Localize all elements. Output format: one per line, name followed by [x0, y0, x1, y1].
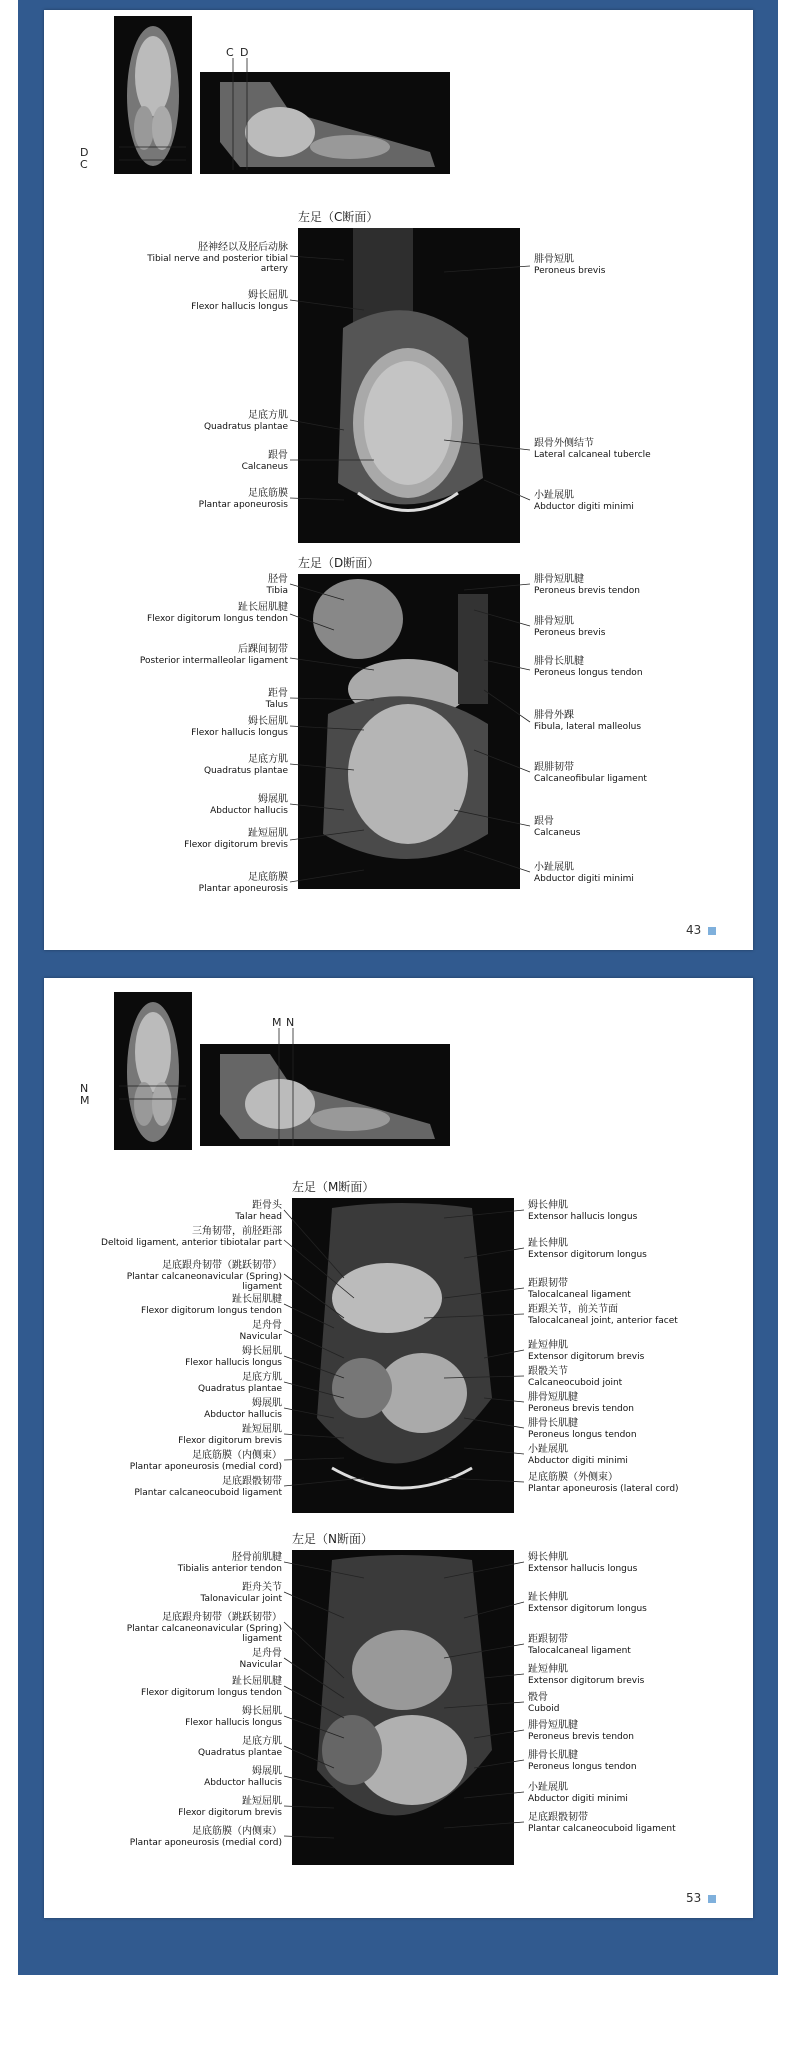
label-en: Calcaneocuboid joint — [528, 1378, 623, 1388]
label-zh: 距跟韧带 — [528, 1278, 568, 1289]
anatomy-label — [528, 1392, 688, 1414]
anatomy-label — [128, 574, 288, 596]
label-zh: 小趾展肌 — [534, 862, 574, 873]
label-zh: 姆长伸肌 — [528, 1200, 568, 1211]
section-title: 左足（D断面） — [298, 556, 380, 570]
anatomy-label — [128, 644, 288, 666]
label-en: Quadratus plantae — [203, 766, 288, 776]
label-zh: 腓骨短肌腱 — [534, 574, 584, 585]
label-en: Extensor digitorum longus — [528, 1604, 647, 1614]
locator-mark-left-b: M — [80, 1094, 90, 1107]
anatomy-label — [128, 716, 288, 738]
anatomy-label — [528, 1200, 688, 1222]
label-en: Plantar calcaneocuboid ligament — [134, 1488, 282, 1498]
anatomy-label — [534, 816, 654, 838]
anatomy-label — [92, 1582, 282, 1604]
label-zh: 足底方肌 — [242, 1736, 282, 1747]
page-marker-square — [708, 927, 716, 935]
section-title: 左足（N断面） — [292, 1532, 373, 1546]
label-en: Tibial nerve and posterior tibial artery — [147, 254, 288, 274]
anatomy-label — [534, 616, 654, 638]
anatomy-label — [92, 1552, 282, 1574]
label-en: Extensor digitorum brevis — [528, 1676, 645, 1686]
label-zh: 足底筋膜（外侧束） — [528, 1472, 618, 1483]
label-zh: 腓骨长肌腱 — [528, 1418, 578, 1429]
anatomy-label — [128, 488, 288, 510]
label-zh: 跟腓韧带 — [534, 762, 574, 773]
label-zh: 三角韧带，前胫距部 — [192, 1226, 282, 1237]
anatomy-label — [92, 1796, 282, 1818]
label-en: Abductor hallucis — [204, 1778, 282, 1788]
anatomy-label — [92, 1226, 282, 1248]
locator-foot-sagittal-thumbnail — [200, 72, 450, 174]
mri-coronal-m — [292, 1198, 514, 1513]
label-en: Abductor hallucis — [210, 806, 288, 816]
label-en: Peroneus brevis tendon — [534, 586, 640, 596]
label-en: Peroneus brevis — [534, 628, 606, 638]
anatomy-label — [92, 1200, 282, 1222]
label-en: Extensor digitorum longus — [528, 1250, 647, 1260]
label-zh: 足底筋膜（内侧束） — [192, 1450, 282, 1461]
label-en: Talus — [265, 700, 288, 710]
label-en: Plantar aponeurosis — [198, 884, 288, 894]
label-en: Extensor hallucis longus — [528, 1212, 638, 1222]
label-en: Flexor hallucis longus — [191, 302, 288, 312]
anatomy-label — [528, 1418, 688, 1440]
page-number: 43 — [686, 923, 702, 937]
mri-coronal-d — [298, 574, 520, 889]
label-en: Peroneus longus tendon — [534, 668, 643, 678]
label-zh: 小趾展肌 — [528, 1782, 568, 1793]
anatomy-label — [128, 450, 288, 472]
label-zh: 足底筋膜（内侧束） — [192, 1826, 282, 1837]
label-zh: 趾短屈肌 — [242, 1796, 282, 1807]
label-en: Fibula, lateral malleolus — [534, 722, 642, 732]
anatomy-label — [528, 1720, 688, 1742]
label-zh: 距舟关节 — [242, 1582, 282, 1593]
anatomy-label — [92, 1826, 282, 1848]
label-zh: 腓骨长肌腱 — [534, 656, 584, 667]
anatomy-label — [128, 872, 288, 894]
label-zh: 小趾展肌 — [528, 1444, 568, 1455]
page-number: 53 — [686, 1891, 702, 1905]
label-en: Plantar aponeurosis (lateral cord) — [528, 1484, 679, 1494]
label-zh: 腓骨短肌腱 — [528, 1720, 578, 1731]
label-en: Talocalcaneal joint, anterior facet — [528, 1316, 678, 1326]
label-en: Flexor hallucis longus — [185, 1718, 282, 1728]
anatomy-label — [128, 794, 288, 816]
locator-foot-axial-thumbnail — [114, 16, 192, 174]
anatomy-label — [528, 1812, 698, 1834]
anatomy-label — [128, 754, 288, 776]
label-en: Flexor digitorum brevis — [178, 1436, 282, 1446]
label-en: Calcaneus — [534, 828, 581, 838]
label-zh: 姆长屈肌 — [248, 290, 288, 301]
anatomy-label — [528, 1278, 688, 1300]
anatomy-label — [528, 1304, 688, 1326]
label-zh: 足底跟舟韧带（跳跃韧带） — [162, 1260, 282, 1271]
label-zh: 姆长屈肌 — [242, 1346, 282, 1357]
label-en: Posterior intermalleolar ligament — [139, 656, 288, 666]
anatomy-label — [528, 1692, 688, 1714]
anatomy-label — [534, 656, 654, 678]
label-en: Navicular — [239, 1660, 282, 1670]
label-zh: 趾长屈肌腱 — [232, 1676, 282, 1687]
locator-mark-left-b: C — [80, 158, 88, 171]
anatomy-label — [528, 1340, 688, 1362]
label-en: Tibia — [266, 586, 288, 596]
label-en: Cuboid — [528, 1704, 560, 1714]
anatomy-label — [92, 1424, 282, 1446]
label-en: Peroneus longus tendon — [528, 1762, 637, 1772]
label-en: Plantar calcaneonavicular (Spring) ligament — [126, 1272, 282, 1292]
anatomy-label — [92, 1706, 282, 1728]
anatomy-label — [92, 1398, 282, 1420]
label-zh: 足底筋膜 — [248, 488, 288, 499]
label-zh: 足底方肌 — [248, 410, 288, 421]
anatomy-label — [128, 290, 288, 312]
label-zh: 腓骨短肌 — [534, 254, 574, 265]
label-zh: 跟骨 — [534, 816, 554, 827]
label-zh: 胫神经以及胫后动脉 — [198, 242, 288, 253]
anatomy-label — [534, 762, 654, 784]
label-zh: 足舟骨 — [252, 1648, 282, 1659]
label-en: Flexor digitorum longus tendon — [146, 614, 288, 624]
label-zh: 跟骰关节 — [528, 1366, 568, 1377]
label-en: Flexor digitorum brevis — [178, 1808, 282, 1818]
anatomy-label — [528, 1664, 688, 1686]
mri-coronal-c — [298, 228, 520, 543]
label-en: Peroneus brevis tendon — [528, 1404, 634, 1414]
label-zh: 跟骨外侧结节 — [534, 438, 594, 449]
anatomy-label — [528, 1592, 688, 1614]
label-en: Plantar calcaneocuboid ligament — [528, 1824, 676, 1834]
label-zh: 足底跟骰韧带 — [528, 1812, 588, 1823]
label-en: Flexor digitorum brevis — [184, 840, 288, 850]
label-en: Quadratus plantae — [197, 1384, 282, 1394]
locator-mark-top-a: C — [226, 46, 234, 59]
label-en: Tibialis anterior tendon — [177, 1564, 282, 1574]
anatomy-label — [528, 1552, 688, 1574]
mri-coronal-n — [292, 1550, 514, 1865]
anatomy-label — [92, 1450, 282, 1472]
label-zh: 足底跟舟韧带（跳跃韧带） — [162, 1612, 282, 1623]
label-en: Deltoid ligament, anterior tibiotalar part — [101, 1238, 282, 1248]
locator-mark-left-a: D — [80, 146, 89, 159]
label-en: Abductor hallucis — [204, 1410, 282, 1420]
anatomy-label — [528, 1444, 688, 1466]
label-zh: 距骨 — [268, 688, 288, 699]
anatomy-label — [534, 490, 654, 512]
anatomy-label — [534, 254, 654, 276]
label-zh: 胫骨 — [268, 574, 288, 585]
anatomy-label — [534, 438, 654, 460]
locator-mark-top-a: M — [272, 1016, 282, 1029]
anatomy-label — [534, 862, 654, 884]
label-zh: 距跟关节，前关节面 — [528, 1304, 618, 1315]
anatomy-label — [92, 1766, 282, 1788]
label-zh: 姆长伸肌 — [528, 1552, 568, 1563]
label-en: Calcaneofibular ligament — [534, 774, 647, 784]
label-zh: 趾长伸肌 — [528, 1238, 568, 1249]
anatomy-label — [92, 1372, 282, 1394]
anatomy-label — [528, 1782, 688, 1804]
label-zh: 趾长屈肌腱 — [238, 602, 288, 613]
anatomy-label — [128, 828, 288, 850]
label-en: Quadratus plantae — [197, 1748, 282, 1758]
label-zh: 腓骨外踝 — [534, 710, 574, 721]
label-zh: 趾长伸肌 — [528, 1592, 568, 1603]
label-en: Flexor hallucis longus — [185, 1358, 282, 1368]
label-en: Talonavicular joint — [200, 1594, 282, 1604]
anatomy-label — [92, 1736, 282, 1758]
label-zh: 姆长屈肌 — [242, 1706, 282, 1717]
anatomy-label — [128, 602, 288, 624]
label-zh: 后踝间韧带 — [238, 644, 288, 655]
label-en: Peroneus brevis — [534, 266, 606, 276]
anatomy-label — [92, 1648, 282, 1670]
anatomy-label — [128, 410, 288, 432]
label-en: Abductor digiti minimi — [534, 502, 634, 512]
label-en: Extensor hallucis longus — [528, 1564, 638, 1574]
anatomy-label — [534, 710, 654, 732]
anatomy-label — [92, 1612, 282, 1644]
label-en: Extensor digitorum brevis — [528, 1352, 645, 1362]
label-en: Flexor digitorum longus tendon — [140, 1306, 282, 1316]
label-en: Calcaneus — [241, 462, 288, 472]
label-en: Abductor digiti minimi — [534, 874, 634, 884]
label-zh: 趾短屈肌 — [242, 1424, 282, 1435]
anatomy-label — [92, 1260, 282, 1292]
label-en: Abductor digiti minimi — [528, 1456, 628, 1466]
locator-foot-axial-thumbnail — [114, 992, 192, 1150]
label-en: Lateral calcaneal tubercle — [534, 450, 651, 460]
anatomy-label — [92, 1294, 282, 1316]
label-en: Abductor digiti minimi — [528, 1794, 628, 1804]
label-en: Flexor hallucis longus — [191, 728, 288, 738]
anatomy-label — [92, 1476, 282, 1498]
label-en: Talar head — [235, 1212, 282, 1222]
anatomy-label — [92, 1346, 282, 1368]
label-zh: 趾短伸肌 — [528, 1664, 568, 1675]
section-title: 左足（M断面） — [292, 1180, 375, 1194]
anatomy-label — [528, 1750, 688, 1772]
label-zh: 距骨头 — [252, 1200, 282, 1211]
label-en: Talocalcaneal ligament — [528, 1290, 631, 1300]
anatomy-label — [528, 1366, 688, 1388]
label-zh: 足舟骨 — [252, 1320, 282, 1331]
label-zh: 足底方肌 — [242, 1372, 282, 1383]
label-en: Peroneus brevis tendon — [528, 1732, 634, 1742]
label-en: Navicular — [239, 1332, 282, 1342]
label-zh: 趾短伸肌 — [528, 1340, 568, 1351]
label-zh: 腓骨短肌 — [534, 616, 574, 627]
locator-mark-top-b: D — [240, 46, 249, 59]
label-zh: 腓骨长肌腱 — [528, 1750, 578, 1761]
label-en: Plantar aponeurosis — [198, 500, 288, 510]
label-zh: 胫骨前肌腱 — [232, 1552, 282, 1563]
label-en: Plantar calcaneonavicular (Spring) ligament — [126, 1624, 282, 1644]
anatomy-label — [128, 688, 288, 710]
anatomy-label — [92, 1320, 282, 1342]
label-zh: 趾短屈肌 — [248, 828, 288, 839]
book-page-43 — [44, 10, 753, 950]
label-en: Plantar aponeurosis (medial cord) — [129, 1838, 282, 1848]
label-zh: 足底筋膜 — [248, 872, 288, 883]
section-title: 左足（C断面） — [298, 210, 379, 224]
page-marker-square — [708, 1895, 716, 1903]
label-en: Talocalcaneal ligament — [528, 1646, 631, 1656]
label-zh: 骰骨 — [528, 1692, 548, 1703]
anatomy-label — [534, 574, 654, 596]
label-en: Flexor digitorum longus tendon — [140, 1688, 282, 1698]
label-en: Quadratus plantae — [203, 422, 288, 432]
label-zh: 足底方肌 — [248, 754, 288, 765]
anatomy-label — [528, 1238, 688, 1260]
label-en: Peroneus longus tendon — [528, 1430, 637, 1440]
label-en: Plantar aponeurosis (medial cord) — [129, 1462, 282, 1472]
label-zh: 足底跟骰韧带 — [222, 1476, 282, 1487]
label-zh: 趾长屈肌腱 — [232, 1294, 282, 1305]
anatomy-label — [528, 1472, 698, 1494]
locator-foot-sagittal-thumbnail — [200, 1044, 450, 1146]
locator-mark-left-a: N — [80, 1082, 89, 1095]
label-zh: 小趾展肌 — [534, 490, 574, 501]
label-zh: 姆展肌 — [258, 794, 288, 805]
book-page-53 — [44, 978, 753, 1918]
label-zh: 跟骨 — [268, 450, 288, 461]
anatomy-label — [128, 242, 288, 274]
anatomy-label — [528, 1634, 688, 1656]
label-zh: 距跟韧带 — [528, 1634, 568, 1645]
locator-mark-top-b: N — [286, 1016, 295, 1029]
label-zh: 姆展肌 — [252, 1398, 282, 1409]
label-zh: 姆展肌 — [252, 1766, 282, 1777]
anatomy-label — [92, 1676, 282, 1698]
label-zh: 姆长屈肌 — [248, 716, 288, 727]
label-zh: 腓骨短肌腱 — [528, 1392, 578, 1403]
